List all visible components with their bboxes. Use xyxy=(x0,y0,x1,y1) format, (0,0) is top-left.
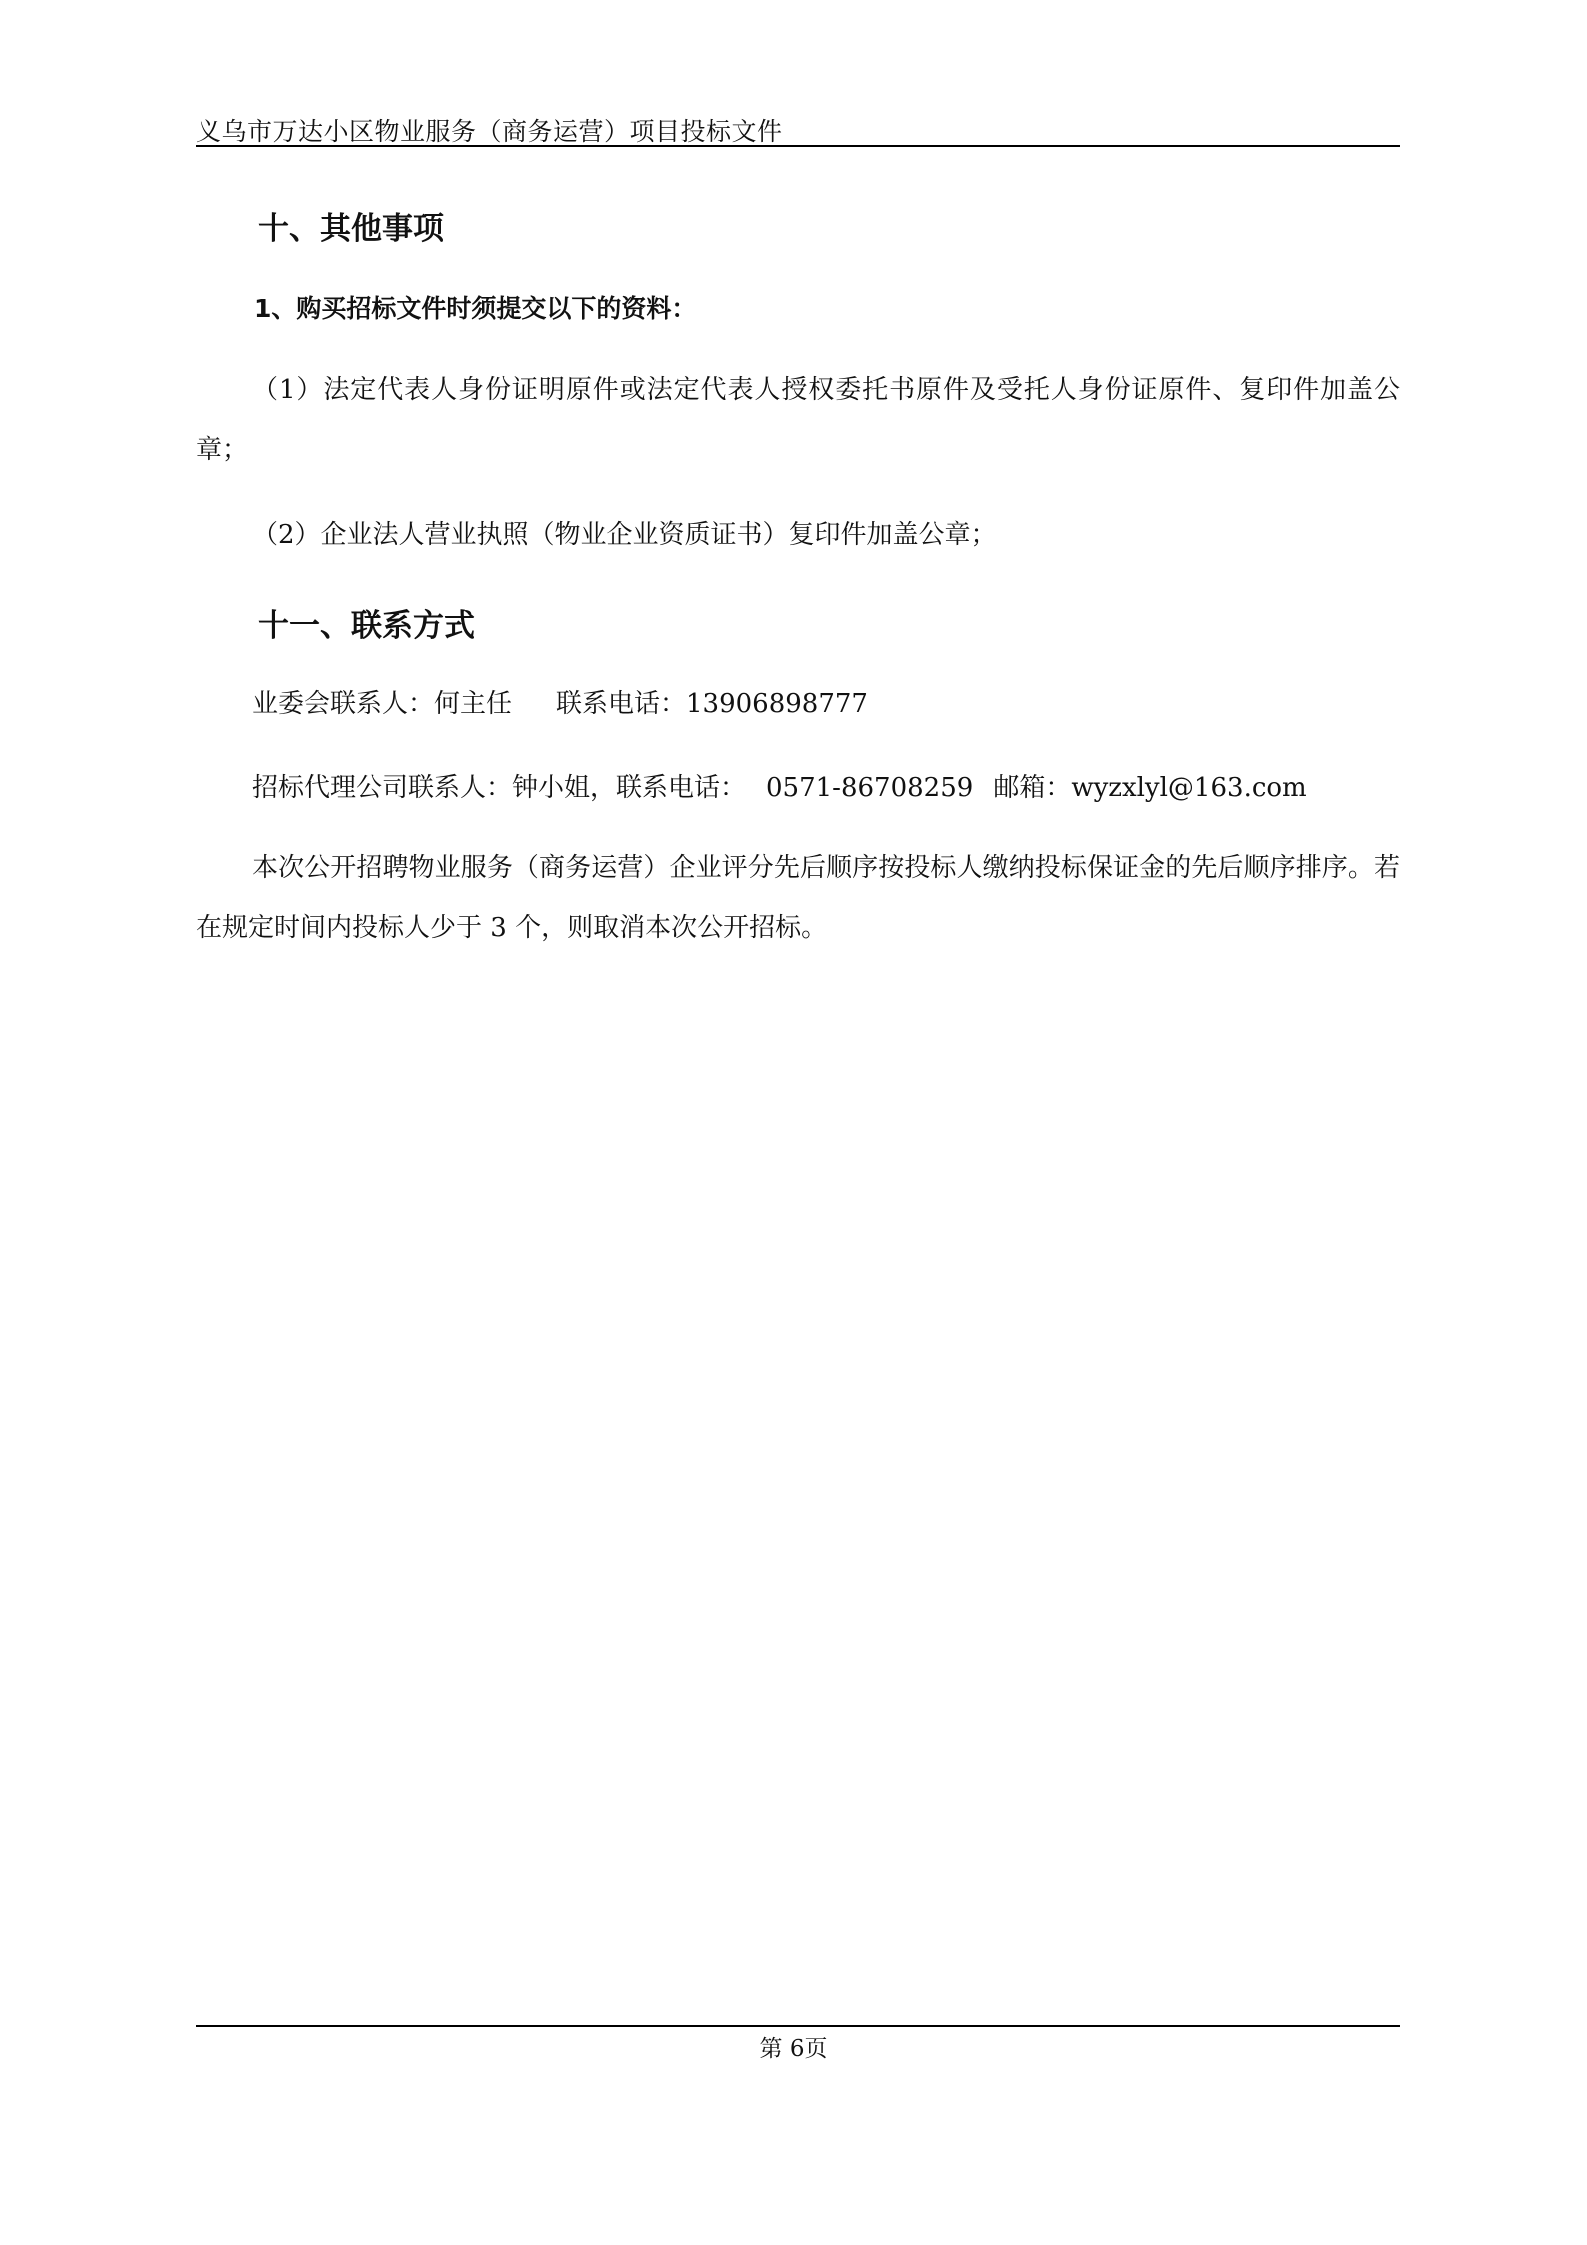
section-11-heading: 十一、联系方式 xyxy=(258,608,475,644)
requirement-item-2: （2）企业法人营业执照（物业企业资质证书）复印件加盖公章； xyxy=(252,520,997,550)
agency-phone: 0571-86708259 xyxy=(766,773,974,803)
header-divider xyxy=(196,145,1400,147)
requirement-item-1: （1）法定代表人身份证明原件或法定代表人授权委托书原件及受托人身份证原件、复印件加盖公章； xyxy=(196,375,1400,465)
page-number: 第 6页 xyxy=(759,2036,828,2062)
section-10-subheading: 1、购买招标文件时须提交以下的资料： xyxy=(254,294,697,323)
document-header-title: 义乌市万达小区物业服务（商务运营）项目投标文件 xyxy=(196,117,783,146)
agency-contact-line xyxy=(252,767,1307,804)
agency-email: 邮箱：wyzxlyl@163.com xyxy=(993,773,1307,803)
committee-contact-person: 业委会联系人：何主任 xyxy=(252,689,513,719)
section-10-heading: 十、其他事项 xyxy=(258,211,444,247)
bidding-order-note: 本次公开招聘物业服务（商务运营）企业评分先后顺序按投标人缴纳投标保证金的先后顺序排序。若在规定时间内投标人少于 3 个，则取消本次公开招标。 xyxy=(196,853,1400,943)
agency-contact-person: 招标代理公司联系人：钟小姐，联系电话： xyxy=(252,773,747,803)
committee-phone: 联系电话：13906898777 xyxy=(556,689,868,719)
committee-contact-line xyxy=(252,683,868,720)
footer-divider xyxy=(196,2025,1400,2027)
